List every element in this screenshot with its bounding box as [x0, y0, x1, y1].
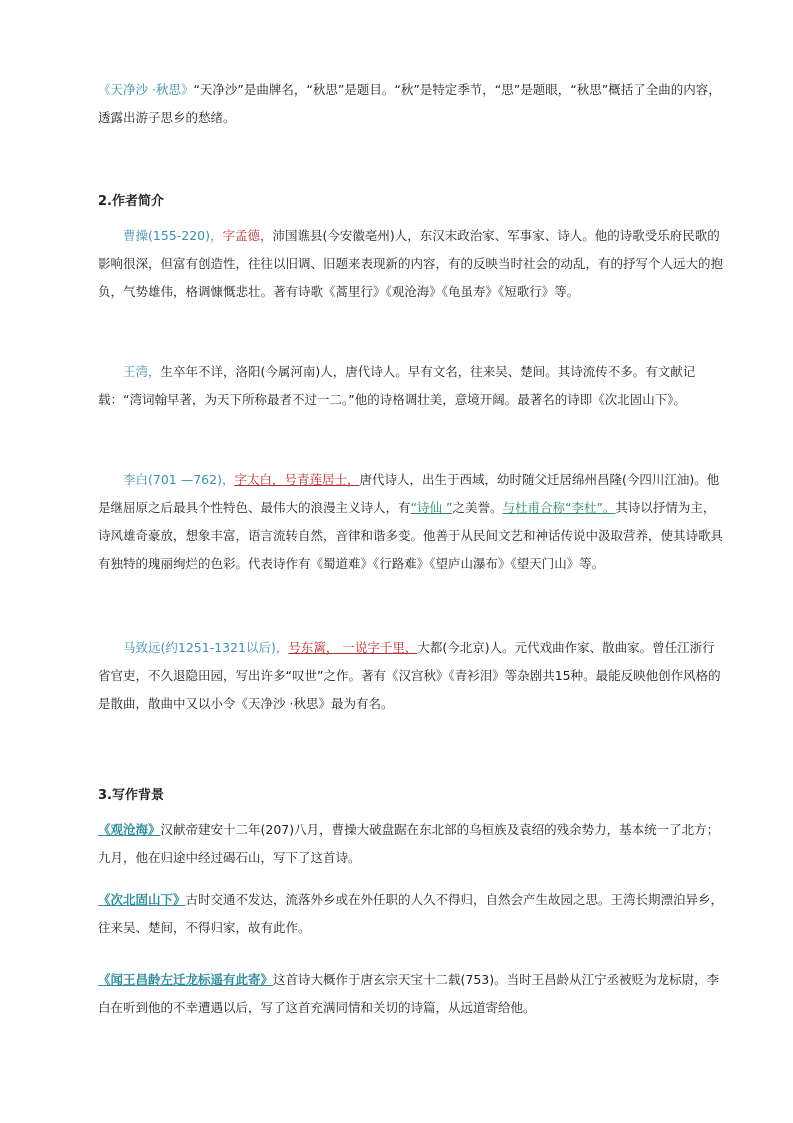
mazhiyuan-name: 马致远(约1251-1321以后)，	[123, 640, 289, 655]
background-cibeigu-paragraph	[98, 886, 726, 942]
intro-title: 《天净沙 ·秋思》	[98, 82, 194, 97]
mazhiyuan-zi: 号东篱， 一说字千里，	[288, 640, 418, 655]
section-heading-author: 2.作者简介	[98, 194, 164, 209]
cibeigu-text: 古时交通不发达，流落外乡或在外任职的人久不得归，自然会产生故园之思。王湾长期漂泊异乡，往来吴、楚间，不得归家，故有此作。	[98, 892, 724, 935]
caocao-text: 沛国谯县(今安徽亳州)人，东汉末政治家、军事家、诗人。他的诗歌受乐府民歌的影响很深，但富有创造性，往往以旧调、旧题来表现新的内容，有的反映当时社会的动乱，有的抒写个人远大的抱负，气势雄伟，格调慷慨悲壮。著有诗歌《蒿里行》《观沧海》《龟虽寿》《短歌行》等。	[98, 228, 724, 299]
author-caocao-paragraph	[98, 222, 726, 306]
wenwangchangling-text: 这首诗大概作于唐玄宗天宝十二载(753)。当时王昌龄从江宁丞被贬为龙标尉，李白在听到他的不幸遭遇以后，写了这首充满同情和关切的诗篇，从远道寄给他。	[98, 972, 720, 1015]
cibeigu-title: 《次北固山下》	[98, 892, 186, 907]
guancanghai-title: 《观沧海》	[98, 822, 161, 837]
background-guancanghai-paragraph	[98, 816, 726, 872]
libai-text3: 其诗以抒情为主，诗风雄奇豪放，想象丰富，语言流转自然，音律和谐多变。他善于从民间文艺和神话传说中汲取营养，使其诗歌具有独特的瑰丽绚烂的色彩。代表诗作有《蜀道难》《行路难》《望庐山瀑布》《望天门山》等。	[98, 500, 724, 571]
author-wangwan-paragraph	[98, 358, 726, 414]
author-libai-paragraph	[98, 466, 726, 578]
section-heading-background: 3.写作背景	[98, 788, 164, 803]
author-mazhiyuan-paragraph	[98, 634, 726, 718]
caocao-zi: 字孟德，	[222, 228, 273, 243]
wangwan-text: 生卒年不详，洛阳(今属河南)人，唐代诗人。早有文名，往来吴、楚间。其诗流传不多。有文献记载：“湾词翰早著，为天下所称最者不过一二。”他的诗格调壮美，意境开阔。最著名的诗即《次北固山下》。	[98, 364, 696, 407]
wangwan-name: 王湾，	[123, 364, 161, 379]
libai-highlight-lidu: 与杜甫合称“李杜”。	[502, 500, 616, 515]
intro-paragraph	[98, 76, 726, 132]
libai-text2: 之美誉。	[452, 500, 503, 515]
libai-text1: 唐代诗人，出生于西域，幼时随父迁居绵州昌隆(今四川江油)。他是继屈原之后最具个性特色、最伟大的浪漫主义诗人，有	[98, 472, 720, 515]
caocao-name: 曹操(155-220)，	[123, 228, 223, 243]
mazhiyuan-text: 大都(今北京)人。元代戏曲作家、散曲家。曾任江浙行省官吏，不久退隐田园，写出许多“叹世”之作。著有《汉宫秋》《青衫泪》等杂剧共15种。最能反映他创作风格的是散曲，散曲中又以小令《天净沙 ·秋思》最为有名。	[98, 640, 721, 711]
wenwangchangling-title: 《闻王昌龄左迁龙标遥有此寄》	[98, 972, 274, 987]
libai-name: 李白(701 —762)，	[123, 472, 235, 487]
intro-text: “天净沙”是曲牌名，“秋思”是题目。“秋”是特定季节，“思”是题眼，“秋思”概括了全曲的内容，透露出游子思乡的愁绪。	[98, 82, 721, 125]
guancanghai-text: 汉献帝建安十二年(207)八月，曹操大破盘踞在东北部的乌桓族及袁绍的残余势力，基本统一了北方；九月，他在归途中经过碣石山，写下了这首诗。	[98, 822, 720, 865]
background-wenwangchangling-paragraph	[98, 966, 726, 1022]
libai-zi: 字太白，号青莲居士，	[234, 472, 360, 487]
libai-highlight-shixian: “诗仙 ”	[410, 500, 453, 515]
